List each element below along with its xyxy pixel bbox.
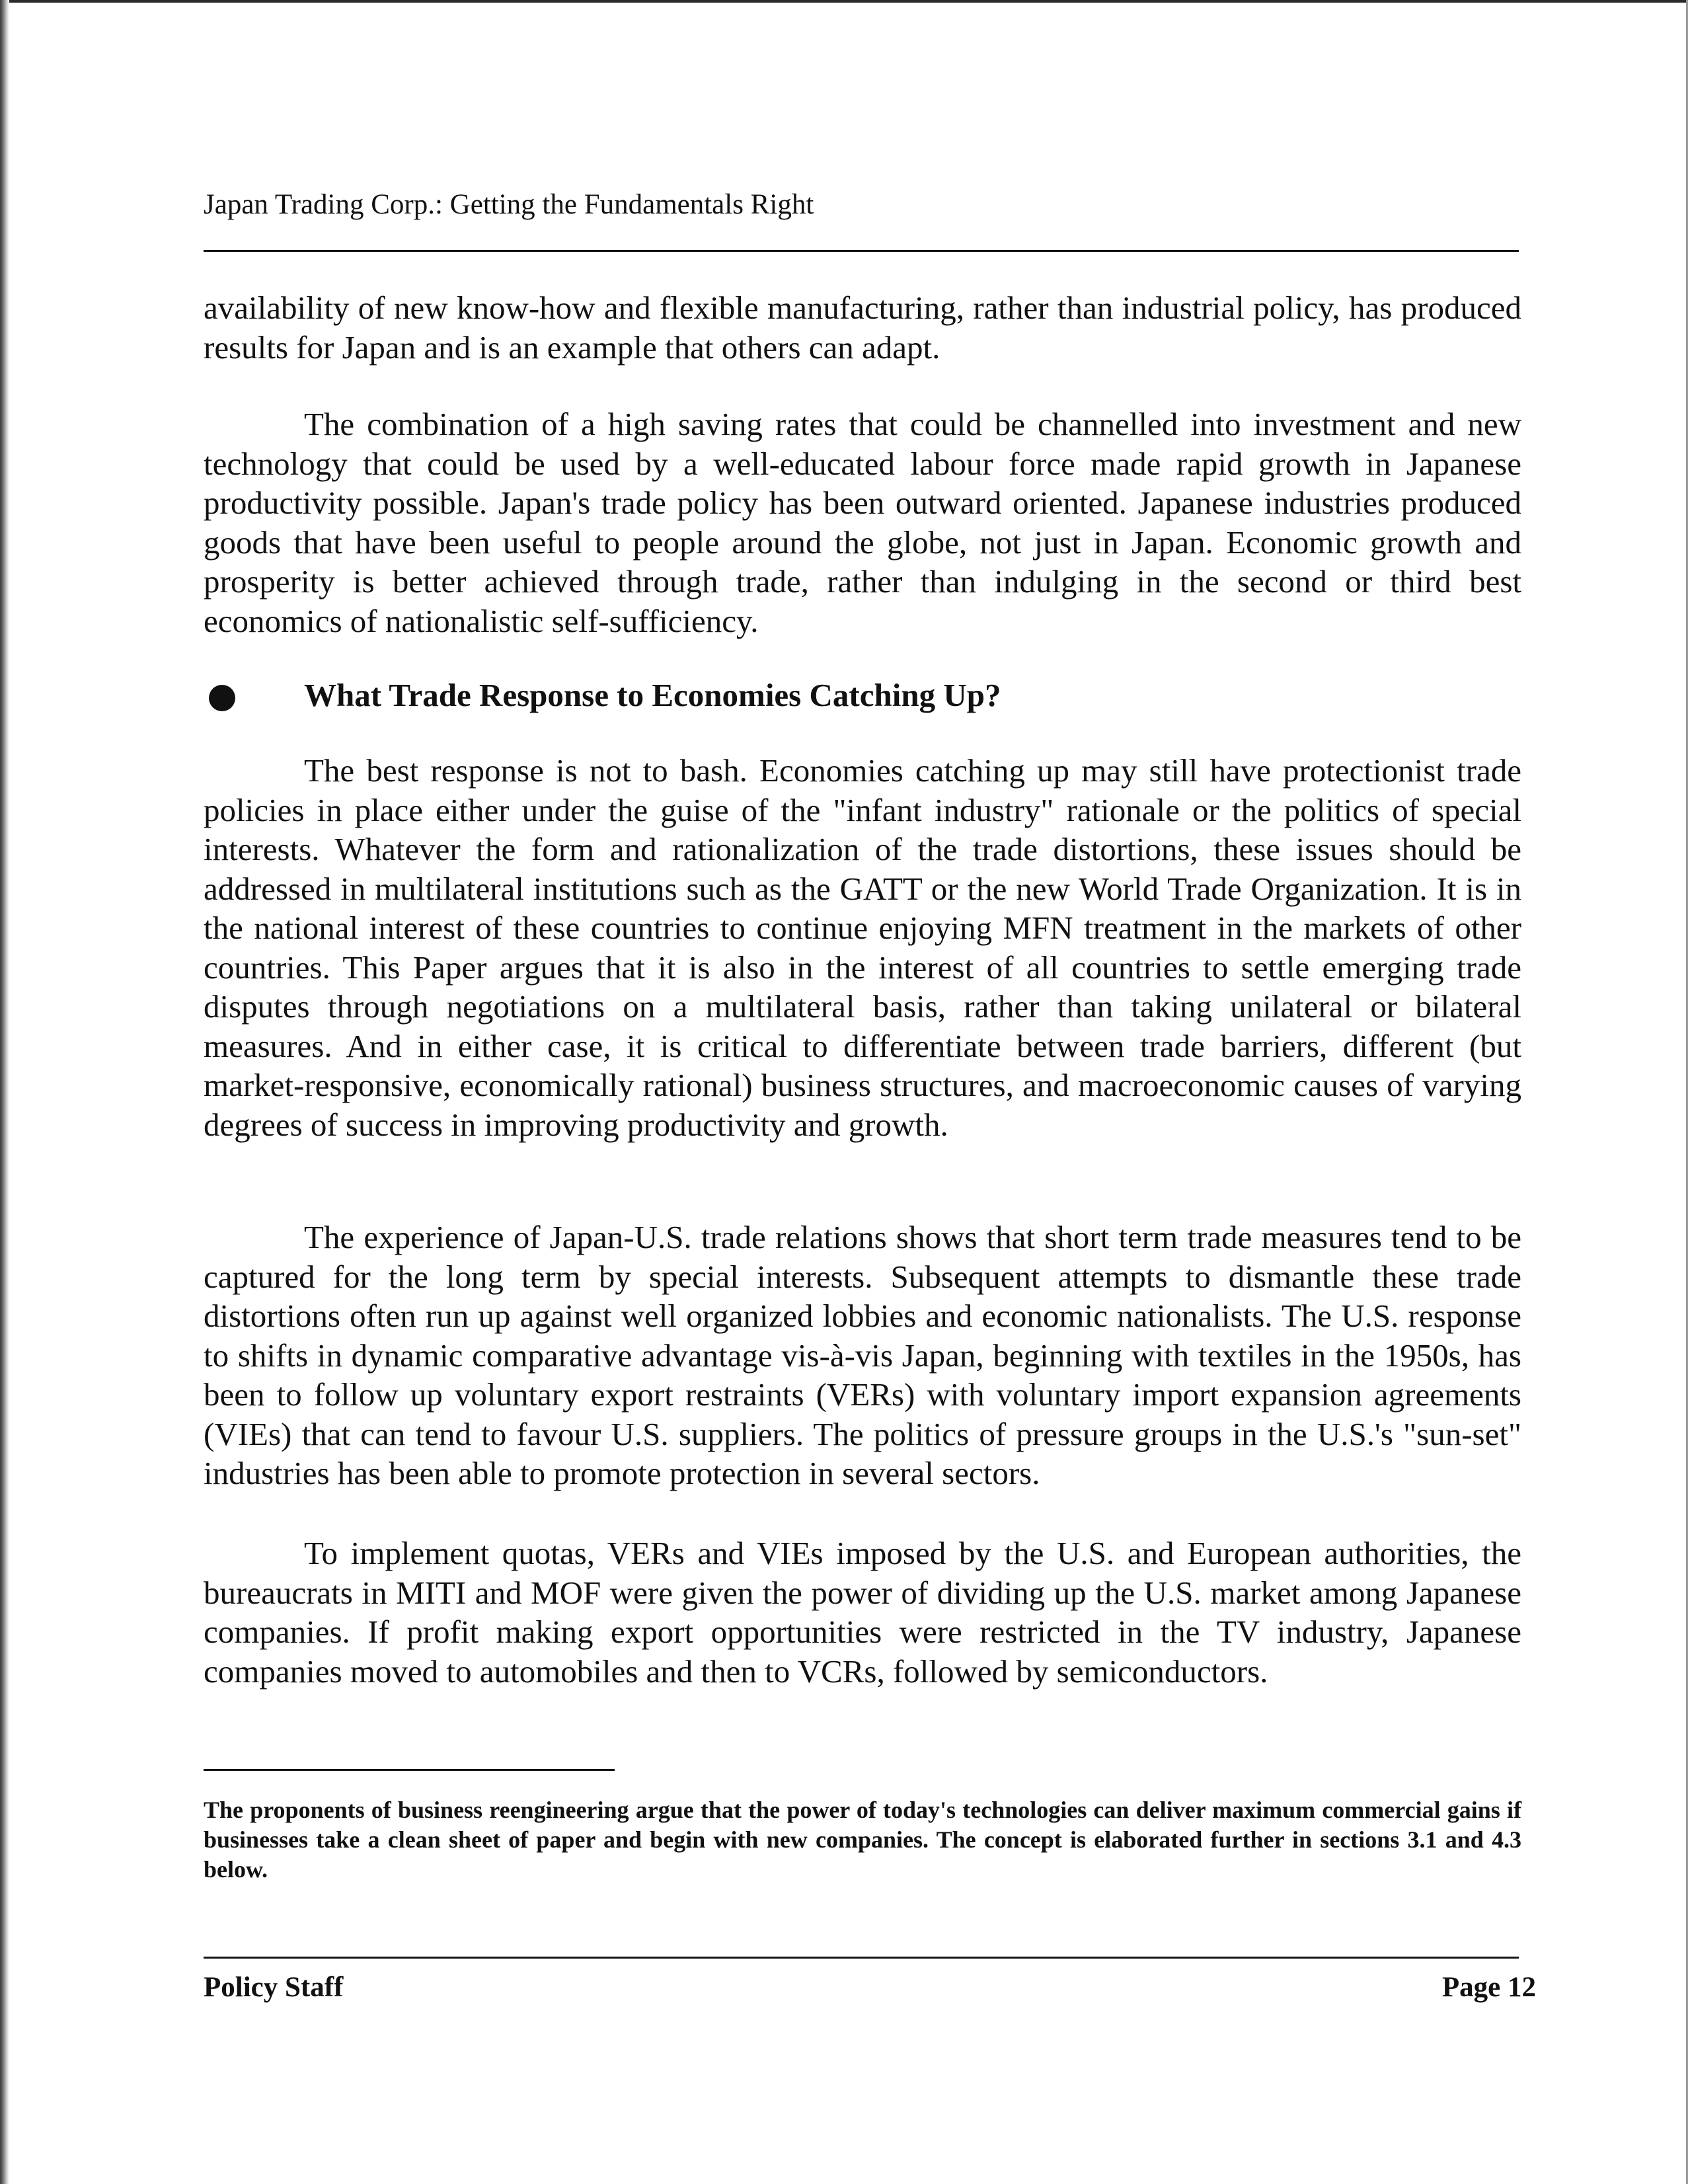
paragraph-continuation: availability of new know-how and flexible manufacturing, rather than industrial policy, has produced results for Japan and is an example that others can adapt. <box>204 290 1521 366</box>
bullet-icon <box>209 685 235 711</box>
page-number: Page 12 <box>1441 1972 1536 2003</box>
header-rule <box>204 250 1519 252</box>
paragraph-best-response: The best response is not to bash. Economies catching up may still have protectionist trade policies in place either under the guise of the "infant industry" rationale or the politics of special interests. Whatever the form and rationalization of the trade distortions, these issues should be addressed in multilateral institutions such as the GATT or the new World Trade Organization. It is in the national interest of these countries to continue enjoying MFN treatment in the markets of other countries. This Paper argues that it is also in the interest of all countries to settle emerging trade disputes through negotiations on a multilateral basis, rather than taking unilateral or bilateral measures. And in either case, it is critical to differentiate between trade barriers, different (but market-responsive, economically rational) business structures, and macroeconomic causes of varying degrees of success in improving productivity and growth. <box>204 752 1521 1143</box>
scan-left-edge <box>0 0 9 2184</box>
paragraph-japan-us-relations: The experience of Japan-U.S. trade relations shows that short term trade measures tend to be captured for the long term by special interests. Subsequent attempts to dismantle these trade distortions often run up against well organized lobbies and economic nationalists. The U.S. response to shifts in dynamic comparative advantage vis-à-vis Japan, beginning with textiles in the 1950s, has been to follow up voluntary export restraints (VERs) with voluntary import expansion agreements (VIEs) that can tend to favour U.S. suppliers. The politics of pressure groups in the U.S.'s "sun-set" industries has been able to promote protection in several sectors. <box>204 1219 1521 1491</box>
footer-author: Policy Staff <box>204 1972 344 2003</box>
footnote-rule <box>204 1769 615 1771</box>
section-heading-text: What Trade Response to Economies Catching Up? <box>304 677 1001 713</box>
footnote: The proponents of business reengineering argue that the power of today's technologies can deliver maximum commercial gains if businesses take a clean sheet of paper and begin with new companies. The concept is elaborated further in sections 3.1 and 4.3 below. <box>204 1797 1521 1883</box>
running-header: Japan Trading Corp.: Getting the Fundamentals Right <box>204 189 814 220</box>
section-heading <box>204 676 1521 715</box>
footer-rule <box>204 1957 1519 1959</box>
paragraph-saving-rates: The combination of a high saving rates that could be channelled into investment and new technology that could be used by a well-educated labour force made rapid growth in Japanese productivity possible. Japan's trade policy has been outward oriented. Japanese industries produced goods that have been useful to people around the globe, not just in Japan. Economic growth and prosperity is better achieved through trade, rather than indulging in the second or third best economics of nationalistic self-sufficiency. <box>204 406 1521 639</box>
scan-top-edge <box>0 0 1688 3</box>
paragraph-quotas: To implement quotas, VERs and VIEs imposed by the U.S. and European authorities, the bureaucrats in MITI and MOF were given the power of dividing up the U.S. market among Japanese companies. If profit making export opportunities were restricted in the TV industry, Japanese companies moved to automobiles and then to VCRs, followed by semiconductors. <box>204 1535 1521 1690</box>
